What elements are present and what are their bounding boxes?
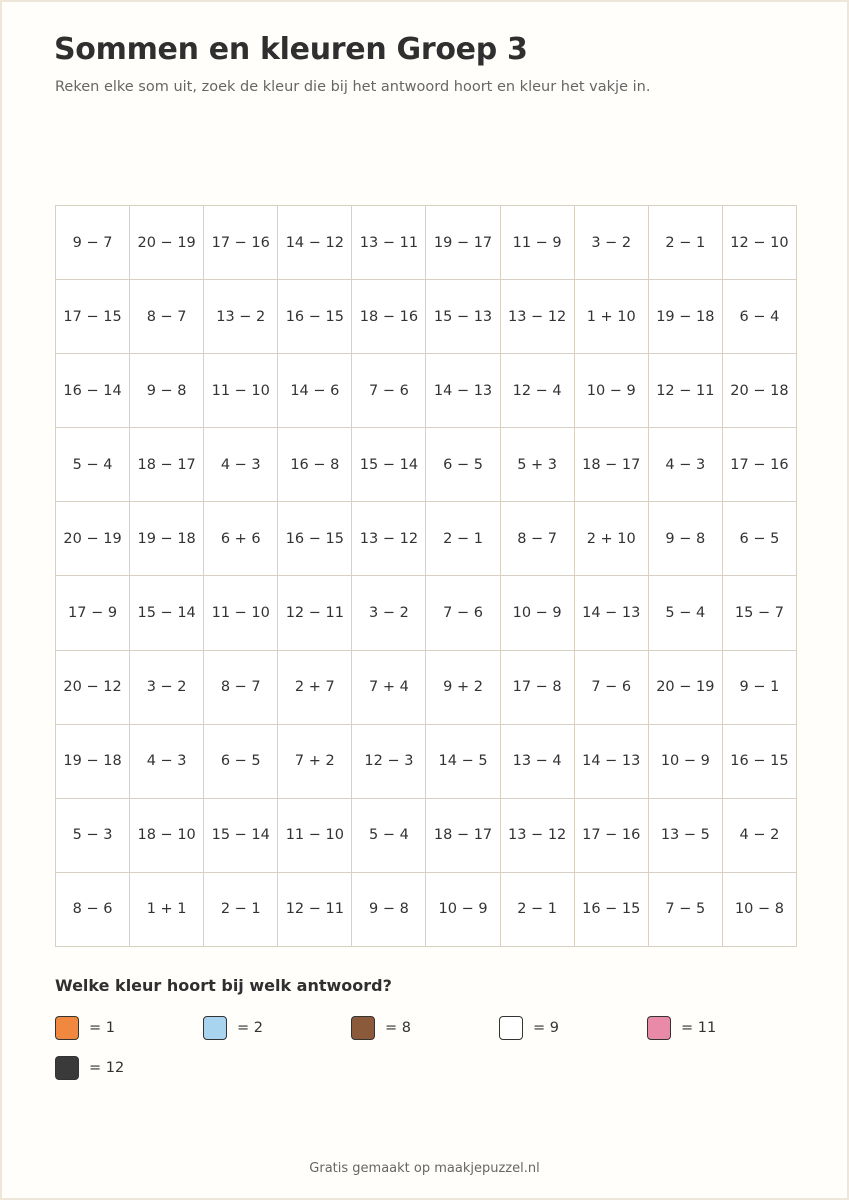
grid-cell[interactable]: 17 − 16: [575, 799, 649, 873]
grid-cell[interactable]: 17 − 8: [501, 651, 575, 725]
grid-cell[interactable]: 18 − 17: [130, 428, 204, 502]
legend-title: Welke kleur hoort bij welk antwoord?: [55, 976, 392, 995]
grid-cell[interactable]: 8 − 7: [130, 280, 204, 354]
grid-cell[interactable]: 17 − 16: [723, 428, 797, 502]
grid-cell[interactable]: 16 − 14: [56, 354, 130, 428]
grid-cell[interactable]: 13 − 5: [649, 799, 723, 873]
legend-item: [55, 1055, 203, 1081]
legend-value: = 1: [89, 1020, 115, 1036]
grid-cell[interactable]: 8 − 7: [204, 651, 278, 725]
legend-item: [647, 1015, 795, 1041]
grid-cell[interactable]: 7 + 2: [278, 725, 352, 799]
grid-cell[interactable]: 15 − 13: [426, 280, 500, 354]
grid-cell[interactable]: 11 − 10: [278, 799, 352, 873]
grid-cell[interactable]: 19 − 18: [56, 725, 130, 799]
grid-cell[interactable]: 6 − 4: [723, 280, 797, 354]
grid-cell[interactable]: 8 − 6: [56, 873, 130, 947]
instructions: Reken elke som uit, zoek de kleur die bij het antwoord hoort en kleur het vakje in.: [55, 79, 651, 95]
grid-cell[interactable]: 5 − 4: [56, 428, 130, 502]
legend-item: [203, 1015, 351, 1041]
grid-cell[interactable]: 10 − 9: [426, 873, 500, 947]
grid-cell[interactable]: 19 − 18: [649, 280, 723, 354]
grid-cell[interactable]: 15 − 14: [130, 576, 204, 650]
grid-cell[interactable]: 6 − 5: [723, 502, 797, 576]
grid-cell[interactable]: 18 − 16: [352, 280, 426, 354]
grid-cell[interactable]: 14 − 13: [426, 354, 500, 428]
color-swatch: [647, 1016, 671, 1040]
grid-cell[interactable]: 14 − 6: [278, 354, 352, 428]
grid-cell[interactable]: 5 − 3: [56, 799, 130, 873]
grid-cell[interactable]: 7 − 6: [426, 576, 500, 650]
grid-cell[interactable]: 19 − 17: [426, 206, 500, 280]
color-swatch: [55, 1056, 79, 1080]
grid-cell[interactable]: 6 − 5: [426, 428, 500, 502]
grid-cell[interactable]: 2 − 1: [649, 206, 723, 280]
grid-cell[interactable]: 9 − 7: [56, 206, 130, 280]
page-title: Sommen en kleuren Groep 3: [54, 32, 528, 67]
legend-item: [55, 1015, 203, 1041]
grid-cell[interactable]: 20 − 18: [723, 354, 797, 428]
grid-cell[interactable]: 12 − 10: [723, 206, 797, 280]
grid-cell[interactable]: 12 − 11: [278, 873, 352, 947]
color-swatch: [499, 1016, 523, 1040]
grid-cell[interactable]: 9 − 1: [723, 651, 797, 725]
grid-cell[interactable]: 5 − 4: [649, 576, 723, 650]
grid-cell[interactable]: 17 − 15: [56, 280, 130, 354]
grid-cell[interactable]: 13 − 12: [501, 799, 575, 873]
grid-cell[interactable]: 12 − 3: [352, 725, 426, 799]
grid-cell[interactable]: 6 − 5: [204, 725, 278, 799]
footer-credit: Gratis gemaakt op maakjepuzzel.nl: [309, 1161, 540, 1176]
grid-cell[interactable]: 2 + 7: [278, 651, 352, 725]
legend-value: = 8: [385, 1020, 411, 1036]
color-swatch: [351, 1016, 375, 1040]
color-legend: [55, 1015, 795, 1081]
grid-cell[interactable]: 7 − 5: [649, 873, 723, 947]
grid-cell[interactable]: 12 − 4: [501, 354, 575, 428]
grid-cell[interactable]: 13 − 12: [352, 502, 426, 576]
grid-cell[interactable]: 11 − 10: [204, 576, 278, 650]
grid-cell[interactable]: 16 − 15: [575, 873, 649, 947]
grid-cell[interactable]: 19 − 18: [130, 502, 204, 576]
grid-cell[interactable]: 17 − 16: [204, 206, 278, 280]
grid-cell[interactable]: 5 − 4: [352, 799, 426, 873]
grid-cell[interactable]: 20 − 19: [56, 502, 130, 576]
grid-cell[interactable]: 17 − 9: [56, 576, 130, 650]
legend-value: = 11: [681, 1020, 717, 1036]
grid-cell[interactable]: 2 + 10: [575, 502, 649, 576]
grid-cell[interactable]: 3 − 2: [130, 651, 204, 725]
grid-cell[interactable]: 15 − 14: [352, 428, 426, 502]
grid-cell[interactable]: 4 − 3: [130, 725, 204, 799]
grid-cell[interactable]: 3 − 2: [352, 576, 426, 650]
legend-value: = 12: [89, 1060, 125, 1076]
grid-cell[interactable]: 10 − 9: [649, 725, 723, 799]
grid-cell[interactable]: 14 − 13: [575, 725, 649, 799]
grid-cell[interactable]: 15 − 7: [723, 576, 797, 650]
grid-cell[interactable]: 14 − 12: [278, 206, 352, 280]
grid-cell[interactable]: 13 − 11: [352, 206, 426, 280]
grid-cell[interactable]: 7 − 6: [575, 651, 649, 725]
grid-cell[interactable]: 15 − 14: [204, 799, 278, 873]
legend-item: [351, 1015, 499, 1041]
grid-cell[interactable]: 14 − 5: [426, 725, 500, 799]
grid-cell[interactable]: 16 − 15: [723, 725, 797, 799]
grid-cell[interactable]: 2 − 1: [426, 502, 500, 576]
grid-cell[interactable]: 4 − 3: [204, 428, 278, 502]
grid-cell[interactable]: 9 − 8: [352, 873, 426, 947]
grid-cell[interactable]: 6 + 6: [204, 502, 278, 576]
grid-cell[interactable]: 9 − 8: [130, 354, 204, 428]
grid-cell[interactable]: 9 + 2: [426, 651, 500, 725]
color-swatch: [203, 1016, 227, 1040]
grid-cell[interactable]: 18 − 17: [426, 799, 500, 873]
grid-cell[interactable]: 10 − 8: [723, 873, 797, 947]
grid-cell[interactable]: 10 − 9: [501, 576, 575, 650]
grid-cell[interactable]: 16 − 15: [278, 502, 352, 576]
grid-cell[interactable]: 8 − 7: [501, 502, 575, 576]
grid-cell[interactable]: 13 − 12: [501, 280, 575, 354]
grid-cell[interactable]: 20 − 19: [649, 651, 723, 725]
grid-cell[interactable]: 9 − 8: [649, 502, 723, 576]
grid-cell[interactable]: 7 − 6: [352, 354, 426, 428]
grid-cell[interactable]: 12 − 11: [649, 354, 723, 428]
grid-cell[interactable]: 12 − 11: [278, 576, 352, 650]
grid-cell[interactable]: 11 − 9: [501, 206, 575, 280]
grid-cell[interactable]: 18 − 17: [575, 428, 649, 502]
color-swatch: [55, 1016, 79, 1040]
grid-cell[interactable]: 20 − 12: [56, 651, 130, 725]
legend-value: = 2: [237, 1020, 263, 1036]
grid-cell[interactable]: 13 − 2: [204, 280, 278, 354]
puzzle-grid: [55, 205, 797, 947]
grid-cell[interactable]: 16 − 15: [278, 280, 352, 354]
grid-cell[interactable]: 5 + 3: [501, 428, 575, 502]
grid-cell[interactable]: 13 − 4: [501, 725, 575, 799]
grid-cell[interactable]: 2 − 1: [501, 873, 575, 947]
grid-cell[interactable]: 18 − 10: [130, 799, 204, 873]
grid-cell[interactable]: 3 − 2: [575, 206, 649, 280]
grid-cell[interactable]: 20 − 19: [130, 206, 204, 280]
legend-item: [499, 1015, 647, 1041]
grid-cell[interactable]: 4 − 3: [649, 428, 723, 502]
grid-cell[interactable]: 11 − 10: [204, 354, 278, 428]
grid-cell[interactable]: 10 − 9: [575, 354, 649, 428]
grid-cell[interactable]: 1 + 1: [130, 873, 204, 947]
grid-cell[interactable]: 2 − 1: [204, 873, 278, 947]
grid-cell[interactable]: 16 − 8: [278, 428, 352, 502]
legend-value: = 9: [533, 1020, 559, 1036]
grid-cell[interactable]: 7 + 4: [352, 651, 426, 725]
grid-cell[interactable]: 1 + 10: [575, 280, 649, 354]
grid-cell[interactable]: 14 − 13: [575, 576, 649, 650]
grid-cell[interactable]: 4 − 2: [723, 799, 797, 873]
